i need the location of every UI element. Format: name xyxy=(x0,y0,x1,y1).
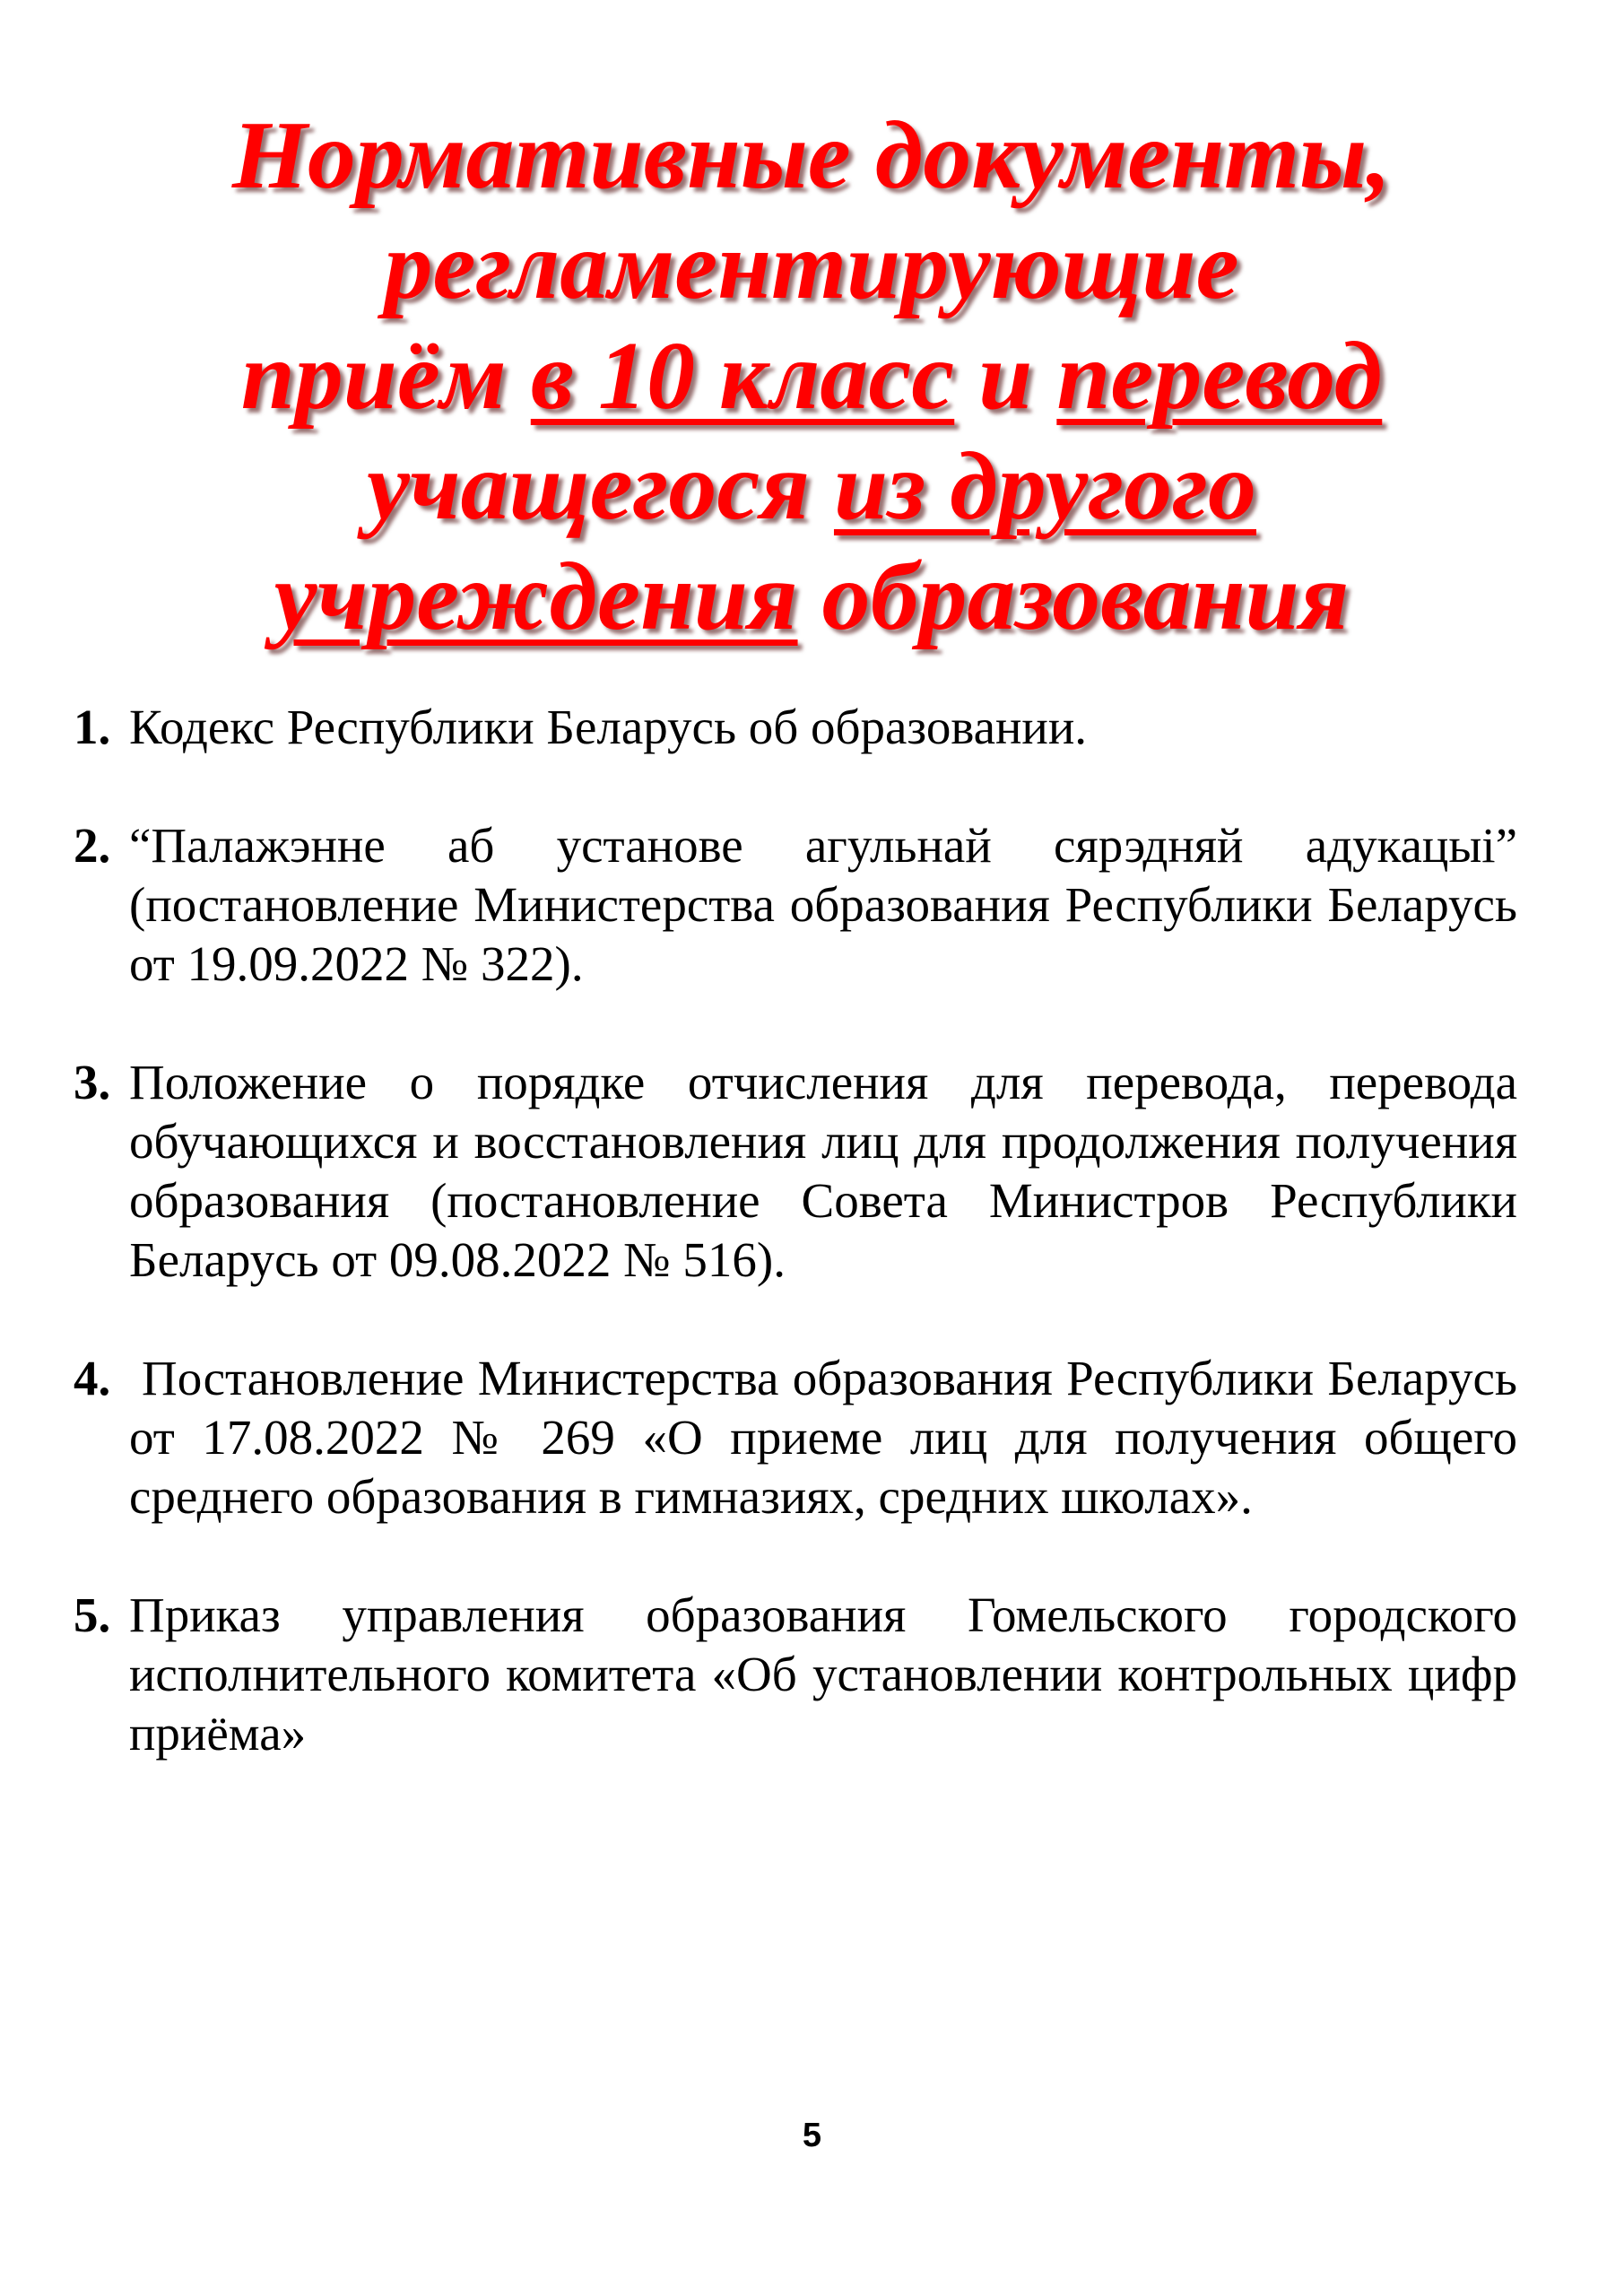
title-line-4 xyxy=(117,431,1507,542)
item-number: 5. xyxy=(74,1587,111,1642)
item-number: 3. xyxy=(74,1055,111,1109)
list-item xyxy=(74,698,1517,757)
page-title xyxy=(117,100,1507,652)
item-text: Постановление Министерства образования Республики Беларусь от 17.08.2022 № 269 «О приеме лиц для получения общего среднего образования в гимназиях, средних школах». xyxy=(129,1351,1517,1524)
list-item xyxy=(74,1349,1517,1526)
item-text: “Палажэнне аб установе агульнай сярэдняй адукацыі” (постановление Министерства образования Республики Беларусь от 19.09.2022 № 322). xyxy=(129,818,1517,991)
list-item xyxy=(74,1586,1517,1763)
title-underlined-text: учреждения xyxy=(274,544,798,650)
item-text: Кодекс Республики Беларусь об образовании. xyxy=(129,700,1088,754)
item-number: 1. xyxy=(74,700,111,754)
title-text: приём xyxy=(240,323,531,430)
page-number: 5 xyxy=(802,2117,822,2154)
title-text: и xyxy=(954,323,1057,430)
title-line-5 xyxy=(117,542,1507,652)
title-text: образования xyxy=(797,544,1350,650)
title-underlined-text: из другого xyxy=(833,433,1256,540)
title-line-3 xyxy=(117,321,1507,431)
list-item xyxy=(74,816,1517,994)
document-list xyxy=(74,698,1517,1763)
item-number: 2. xyxy=(74,818,111,873)
list-item xyxy=(74,1053,1517,1290)
title-underlined-text: в 10 класс xyxy=(530,323,955,430)
title-line-1: Нормативные документы, xyxy=(231,102,1392,209)
item-number: 4. xyxy=(74,1351,111,1405)
item-text: Приказ управления образования Гомельского городского исполнительного комитета «Об установлении контрольных цифр приёма» xyxy=(129,1587,1517,1761)
title-text: учащегося xyxy=(367,433,834,540)
title-underlined-text: перевод xyxy=(1056,323,1383,430)
item-text: Положение о порядке отчисления для перевода, перевода обучающихся и восстановления лиц для продолжения получения образования (постановление Совета Министров Республики Беларусь от 09.08.2022 № 516). xyxy=(129,1055,1517,1287)
title-line-2: регламентирующие xyxy=(384,213,1239,319)
